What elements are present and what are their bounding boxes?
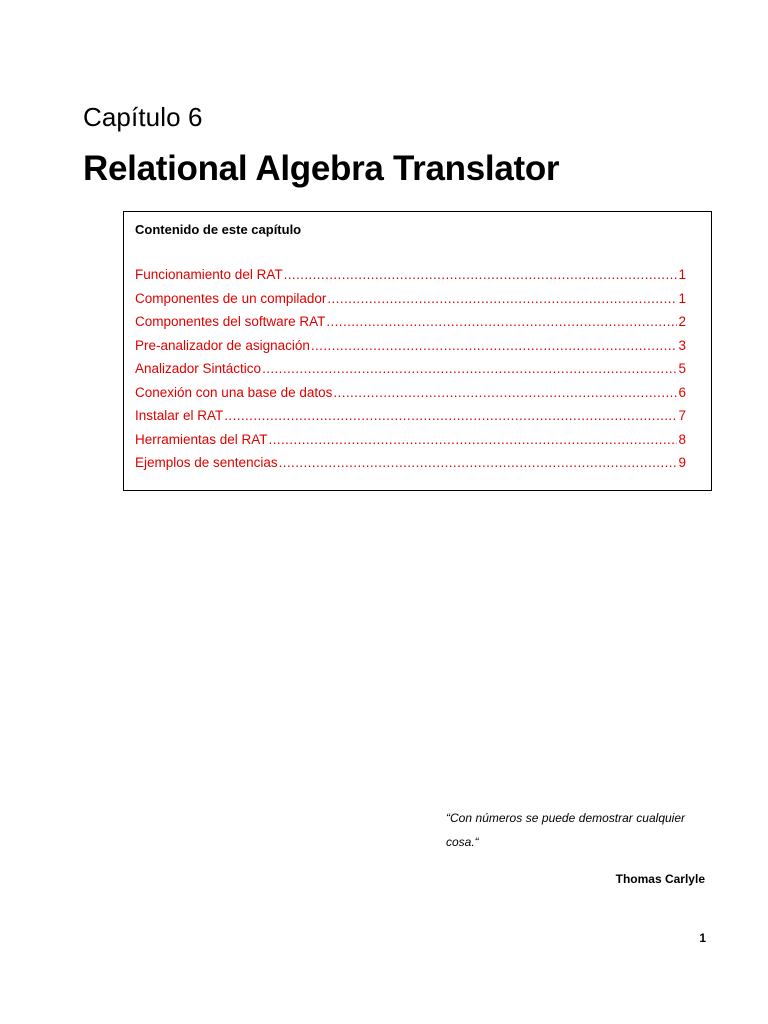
toc-entry[interactable] xyxy=(135,451,686,475)
toc-entry-title: Componentes del software RAT xyxy=(135,314,326,329)
toc-dot-leader xyxy=(262,357,677,381)
toc-entry-title: Herramientas del RAT xyxy=(135,431,268,447)
toc-entry-page: 9 xyxy=(678,455,686,470)
toc-entry-title: Instalar el RAT xyxy=(135,408,224,423)
toc-entry[interactable] xyxy=(135,428,686,452)
toc-entry-title: Funcionamiento del RAT xyxy=(135,267,283,282)
toc-entry-page: 1 xyxy=(678,290,686,306)
toc-entry-page: 8 xyxy=(678,431,686,447)
toc-entry-title: Componentes de un compilador xyxy=(135,290,327,306)
epigraph-author: Thomas Carlyle xyxy=(615,872,705,886)
page-number: 1 xyxy=(699,931,706,945)
toc-entry[interactable] xyxy=(135,334,686,358)
chapter-label: Capítulo 6 xyxy=(83,102,203,132)
toc-entry[interactable] xyxy=(135,357,686,381)
toc-entry-page: 6 xyxy=(678,384,686,400)
toc-entry[interactable] xyxy=(135,381,686,405)
toc-dot-leader xyxy=(284,263,678,287)
chapter-title: Relational Algebra Translator xyxy=(83,149,560,188)
toc-entry-page: 3 xyxy=(678,337,686,353)
toc-entry[interactable] xyxy=(135,287,686,311)
toc-entry-page: 7 xyxy=(678,408,686,423)
epigraph-quote: “Con números se puede demostrar cualquier cosa.“ xyxy=(446,811,685,849)
toc-dot-leader xyxy=(269,428,678,452)
toc-dot-leader xyxy=(279,451,678,475)
toc-entry-title: Conexión con una base de datos xyxy=(135,384,333,400)
toc-entry[interactable] xyxy=(135,263,686,287)
table-of-contents xyxy=(123,211,712,491)
toc-dot-leader xyxy=(224,404,677,428)
toc-dot-leader xyxy=(326,310,677,334)
toc-entry-title: Pre-analizador de asignación xyxy=(135,337,310,353)
toc-dot-leader xyxy=(327,287,677,311)
toc-dot-leader xyxy=(333,381,677,405)
toc-heading: Contenido de este capítulo xyxy=(135,222,302,237)
toc-list xyxy=(135,263,686,475)
toc-entry[interactable] xyxy=(135,404,686,428)
toc-entry-title: Analizador Sintáctico xyxy=(135,361,262,376)
toc-entry-page: 5 xyxy=(678,361,686,376)
toc-entry-page: 2 xyxy=(678,314,686,329)
toc-dot-leader xyxy=(311,334,678,358)
toc-entry-title: Ejemplos de sentencias xyxy=(135,455,278,470)
toc-entry[interactable] xyxy=(135,310,686,334)
toc-entry-page: 1 xyxy=(678,267,686,282)
